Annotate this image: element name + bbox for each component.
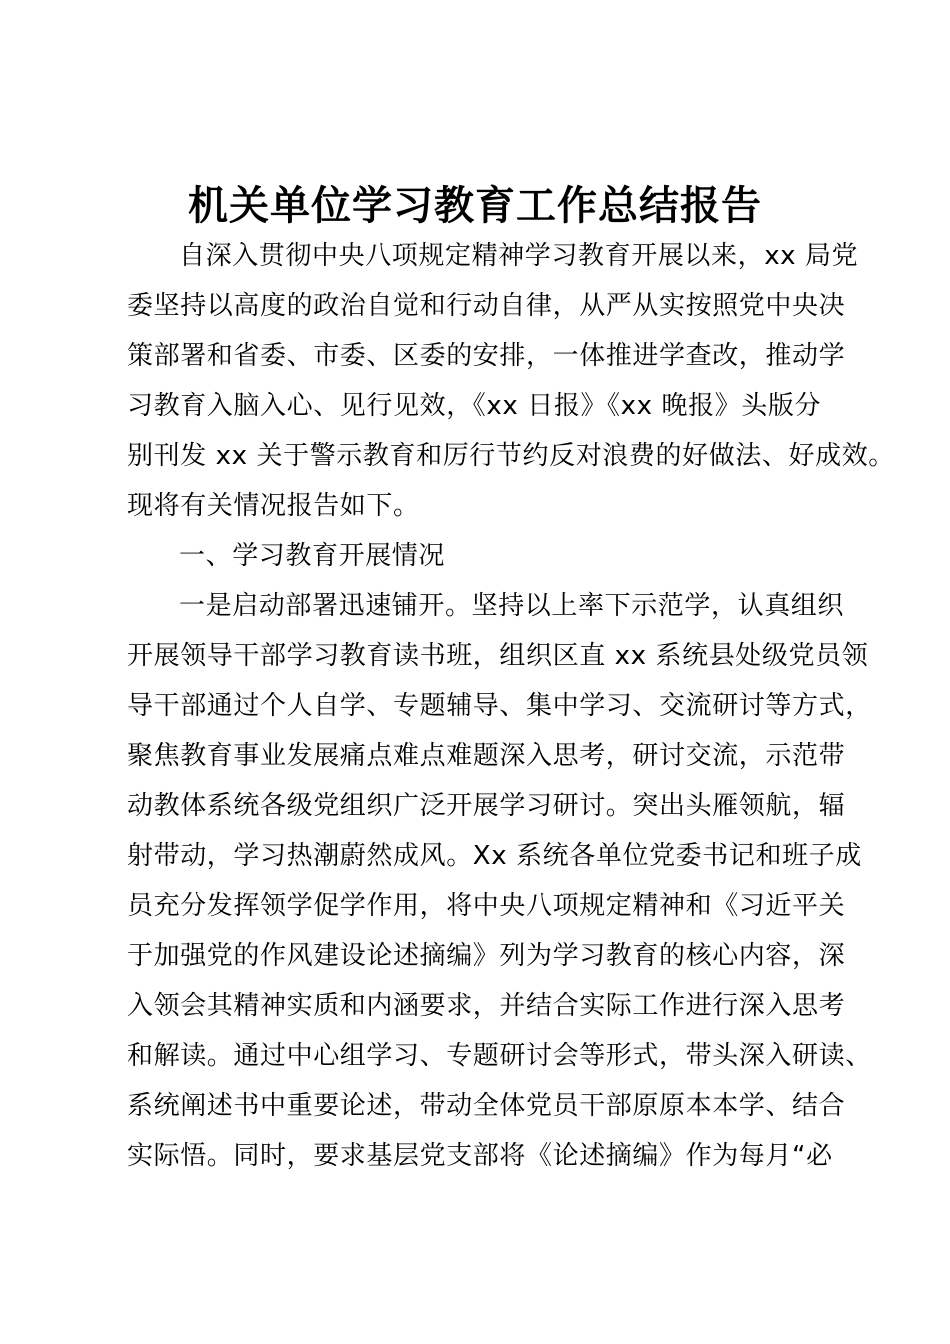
paragraph-line: 和解读。通过中心组学习、专题研讨会等形式，带头深入研读、 bbox=[127, 1041, 872, 1071]
paragraph-line: 动教体系统各级党组织广泛开展学习研讨。突出头雁领航，辐 bbox=[127, 791, 846, 821]
paragraph-line: 系统阐述书中重要论述，带动全体党员干部原原本本学、结合 bbox=[127, 1091, 846, 1121]
paragraph-line: 射带动，学习热潮蔚然成风。Xx 系统各单位党委书记和班子成 bbox=[127, 841, 862, 871]
paragraph-line: 员充分发挥领学促学作用，将中央八项规定精神和《习近平关 bbox=[127, 891, 846, 921]
section-heading: 一、学习教育开展情况 bbox=[179, 541, 446, 571]
paragraph-line: 导干部通过个人自学、专题辅导、集中学习、交流研讨等方式， bbox=[127, 691, 872, 721]
paragraph-line: 聚焦教育事业发展痛点难点难题深入思考，研讨交流，示范带 bbox=[127, 741, 846, 771]
paragraph-line: 于加强党的作风建设论述摘编》列为学习教育的核心内容，深 bbox=[127, 941, 846, 971]
document-body bbox=[127, 231, 895, 1181]
paragraph-line: 自深入贯彻中央八项规定精神学习教育开展以来，xx 局党 bbox=[179, 241, 859, 271]
paragraph-line: 现将有关情况报告如下。 bbox=[127, 491, 420, 521]
paragraph-line: 开展领导干部学习教育读书班，组织区直 xx 系统县处级党员领 bbox=[127, 641, 869, 671]
paragraph-line: 实际悟。同时，要求基层党支部将《论述摘编》作为每月“必 bbox=[127, 1141, 833, 1171]
paragraph-line: 一是启动部署迅速铺开。坚持以上率下示范学，认真组织 bbox=[179, 591, 845, 621]
paragraph-line: 委坚持以高度的政治自觉和行动自律，从严从实按照党中央决 bbox=[127, 291, 846, 321]
paragraph-line: 策部署和省委、市委、区委的安排，一体推进学查改，推动学 bbox=[127, 341, 846, 371]
paragraph-line: 别刊发 xx 关于警示教育和厉行节约反对浪费的好做法、好成效。 bbox=[127, 441, 895, 471]
paragraph-line: 习教育入脑入心、见行见效，《xx 日报》《xx 晚报》头版分 bbox=[127, 391, 822, 421]
document-title: 机关单位学习教育工作总结报告 bbox=[188, 182, 762, 229]
paragraph-line: 入领会其精神实质和内涵要求，并结合实际工作进行深入思考 bbox=[127, 991, 846, 1021]
